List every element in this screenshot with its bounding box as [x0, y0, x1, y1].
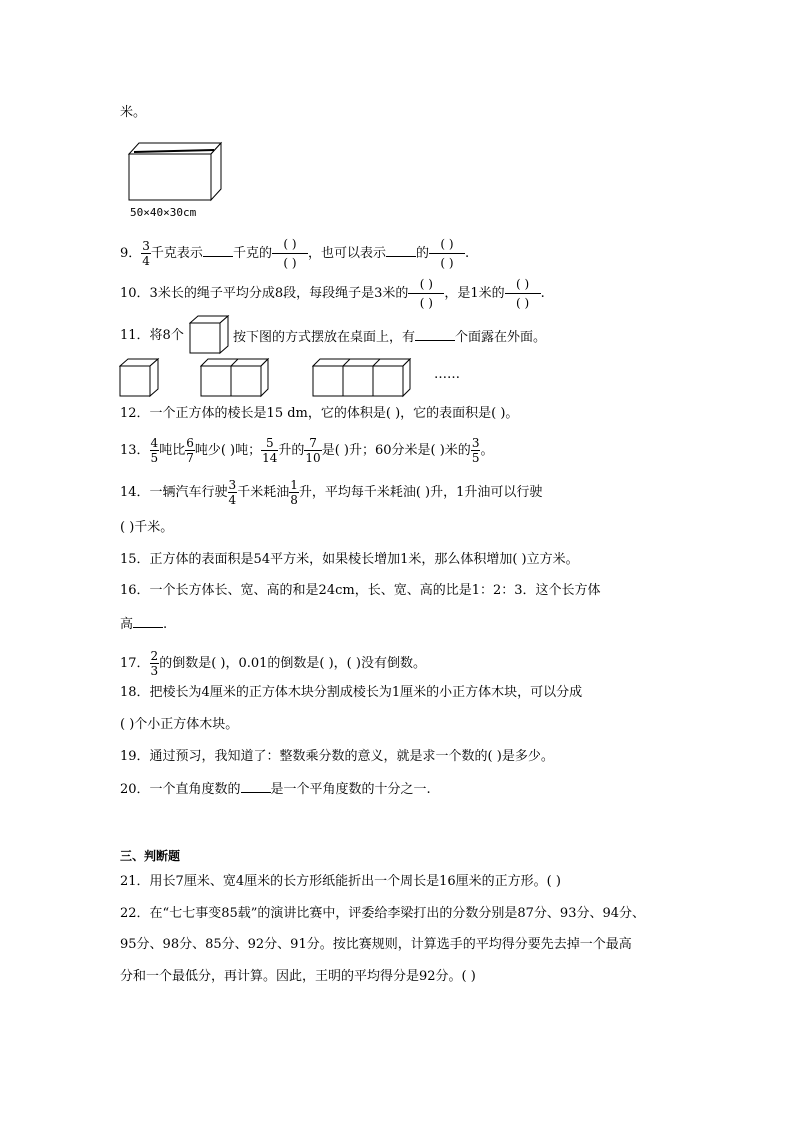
fraction: $\frac{3}{4}$: [228, 478, 237, 507]
fraction: $\frac{5}{14}$: [262, 436, 278, 465]
question-15: 15．正方体的表面积是54平方米，如果棱长增加1米，那么体积增加( )立方米。: [120, 552, 579, 567]
question-19: 19．通过预习，我知道了：整数乘分数的意义，就是求一个数的( )是多少。: [120, 749, 554, 764]
question-14: 14．一辆汽车行驶 $\frac{3}{4}$ 千米耗油 $\frac{1}{8}$ 升，平均每千米耗油( )升，1升油可以行驶: [120, 478, 543, 507]
question-22: 22．在“七七事变85载”的演讲比赛中，评委给李梁打出的分数分别是87分、93分、94分、: [120, 906, 646, 921]
answer-blank[interactable]: [133, 616, 163, 628]
question-18-line2: ( )个小正方体木块。: [120, 717, 239, 732]
cube-arrangement-1: [119, 358, 161, 398]
answer-blank[interactable]: [386, 245, 416, 257]
cube-icon: [189, 315, 231, 355]
fraction: $\frac{6}{7}$: [186, 436, 194, 465]
answer-blank[interactable]: [415, 329, 455, 341]
question-18: 18．把棱长为4厘米的正方体木块分割成棱长为1厘米的小正方体木块，可以分成: [120, 685, 583, 700]
fraction: $\frac{4}{5}$: [150, 436, 159, 465]
question-22-line3: 分和一个最低分，再计算。因此，王明的平均得分是92分。( ): [120, 969, 476, 984]
section-heading: 三、判断题: [120, 849, 181, 863]
question-12: 12．一个正方体的棱长是15 dm，它的体积是( )，它的表面积是( )。: [120, 406, 519, 421]
fraction: $\frac{7}{10}$: [305, 436, 321, 465]
fraction: $\frac{1}{8}$: [290, 478, 298, 507]
question-17: 17． $\frac{2}{3}$ 的倒数是( )，0.01的倒数是( )，( )没有倒数。: [120, 649, 426, 678]
question-20: 20．一个直角度数的 是一个平角度数的十分之一.: [120, 782, 431, 797]
question-13: 13． $\frac{4}{5}$ 吨比 $\frac{6}{7}$ 吨少( )吨； $\frac{5}{14}$ 升的 $\frac{7}{10}$ 是( )升；60分米是( )米的 $\frac{3}{5}$ 。: [120, 436, 494, 465]
answer-fraction[interactable]: $\frac{( )}{( )}$: [429, 238, 465, 269]
fraction: $\frac{3}{4}$: [142, 239, 150, 268]
answer-fraction[interactable]: $\frac{( )}{( )}$: [408, 278, 444, 309]
answer-fraction[interactable]: $\frac{( )}{( )}$: [272, 238, 308, 269]
fraction: $\frac{3}{5}$: [471, 436, 480, 465]
answer-blank[interactable]: [241, 781, 271, 793]
answer-blank[interactable]: [203, 245, 233, 257]
question-11-rest: 按下图的方式摆放在桌面上，有 个面露在外面。: [233, 330, 547, 345]
cuboid-box-figure: [126, 138, 226, 204]
cube-arrangement-2: [200, 358, 270, 398]
answer-fraction[interactable]: $\frac{( )}{( )}$: [505, 278, 541, 309]
box-caption: 50×40×30cm: [130, 206, 197, 219]
question-16: 16．一个长方体长、宽、高的和是24cm，长、宽、高的比是1：2：3．这个长方体: [120, 583, 601, 598]
question-22-line2: 95分、98分、85分、92分、91分。按比赛规则，计算选手的平均得分要先去掉一个最高: [120, 937, 632, 952]
question-21: 21．用长7厘米、宽4厘米的长方形纸能折出一个周长是16厘米的正方形。( ): [120, 874, 561, 889]
question-14-line2: ( )千米。: [120, 520, 174, 535]
ellipsis: ……: [434, 367, 460, 382]
question-10: 10．3米长的绳子平均分成8段，每段绳子是3米的 $\frac{( )}{( )}$ ，是1米的 $\frac{( )}{( )}$ .: [120, 277, 545, 310]
question-16-line2: 高 .: [120, 617, 168, 632]
question-11: 11．将8个: [120, 328, 184, 343]
question-9: 9． $\frac{3}{4}$ 千克表示 千克的 $\frac{( )}{( )}$ ，也可以表示 的 $\frac{( )}{( )}$ .: [120, 237, 470, 270]
top-line: 米。: [120, 105, 147, 120]
fraction: $\frac{2}{3}$: [150, 649, 159, 678]
cube-arrangement-3: [312, 358, 412, 398]
